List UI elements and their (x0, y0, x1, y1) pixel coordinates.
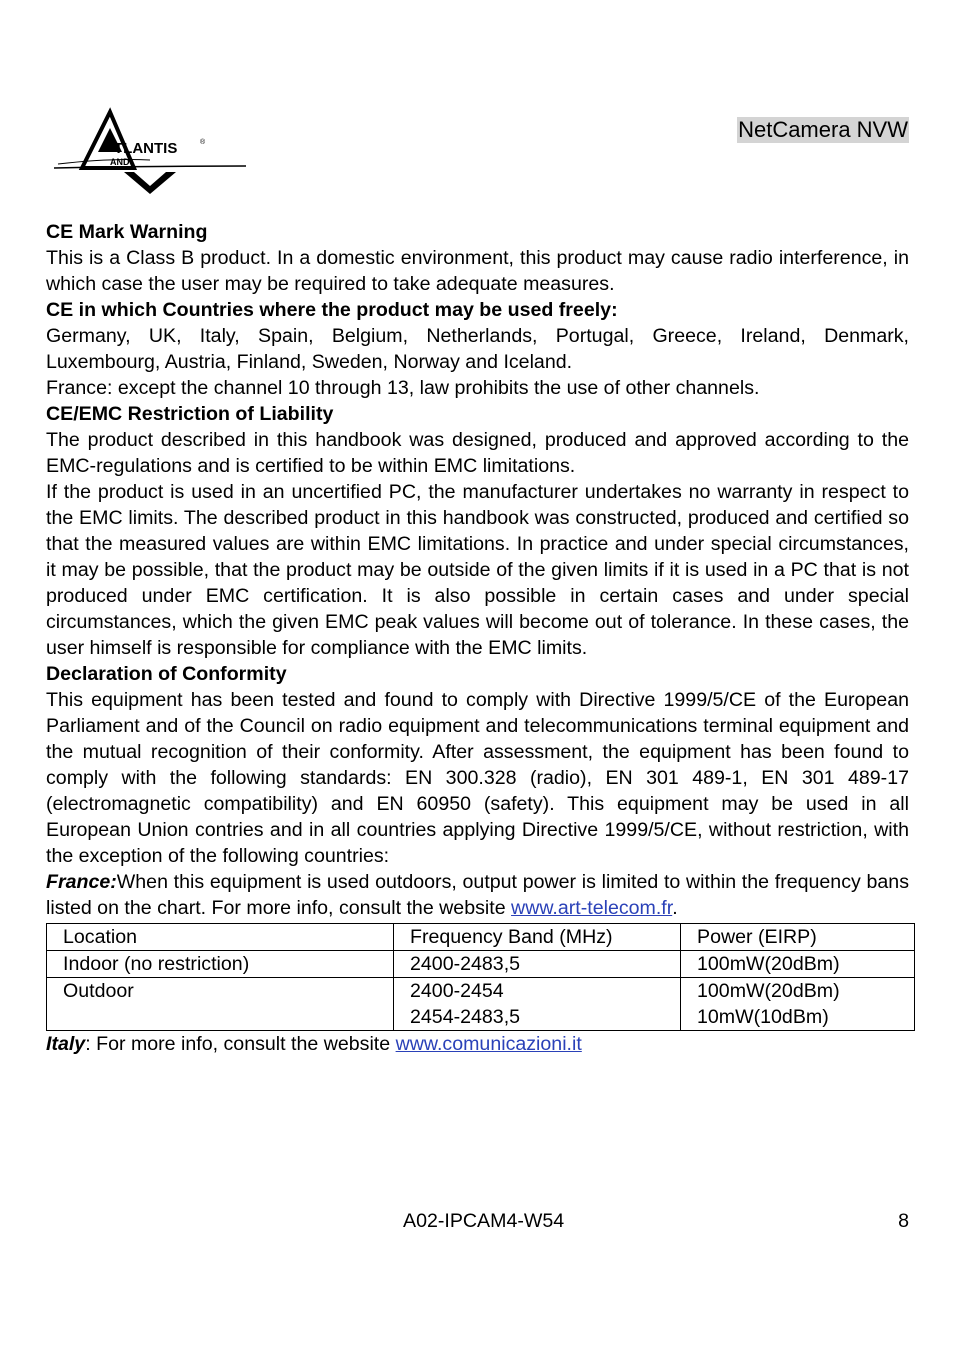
header-power: Power (EIRP) (681, 924, 915, 951)
italy-label: Italy (46, 1033, 86, 1055)
svg-text:TLANTIS: TLANTIS (114, 140, 178, 157)
france-tail: . (672, 897, 678, 919)
countries-text: Germany, UK, Italy, Spain, Belgium, Netherlands, Portugal, Greece, Ireland, Denmark, Luxembourg, Austria, Finland, Sweden, Norway and Iceland. (46, 325, 909, 373)
france-label: France: (46, 871, 117, 893)
footer-model: A02-IPCAM4-W54 (403, 1210, 565, 1232)
table-row (47, 951, 915, 978)
comunicazioni-link[interactable]: www.comunicazioni.it (395, 1033, 582, 1055)
document-body (46, 219, 909, 1057)
band-line: 2400-2483,5 (410, 953, 521, 975)
power-line: 100mW(20dBm) (697, 980, 840, 1002)
art-telecom-link[interactable]: www.art-telecom.fr (511, 897, 673, 919)
ce-mark-heading: CE Mark Warning (46, 221, 208, 243)
band-line: 2400-2454 (410, 980, 504, 1002)
svg-text:AND: AND (110, 157, 130, 167)
power-line: 10mW(10dBm) (697, 1006, 829, 1028)
emc-heading: CE/EMC Restriction of Liability (46, 403, 334, 425)
header-frequency: Frequency Band (MHz) (394, 924, 681, 951)
cell-power (681, 978, 915, 1031)
band-line: 2454-2483,5 (410, 1006, 521, 1028)
france-channel-note: France: except the channel 10 through 13, law prohibits the use of other channels. (46, 377, 760, 399)
table-header-row (47, 924, 915, 951)
cell-location: Outdoor (47, 978, 394, 1031)
cell-power (681, 951, 915, 978)
conformity-heading: Declaration of Conformity (46, 663, 287, 685)
page-number: 8 (898, 1210, 909, 1232)
power-line: 100mW(20dBm) (697, 953, 840, 975)
cell-band (394, 978, 681, 1031)
italy-text: : For more info, consult the website (85, 1033, 396, 1055)
france-paragraph (46, 869, 909, 921)
france-text: When this equipment is used outdoors, output power is limited to within the frequency bans listed on the chart. For more info, consult the website (46, 871, 909, 919)
table-row (47, 978, 915, 1031)
power-table (46, 923, 915, 1031)
cell-location: Indoor (no restriction) (47, 951, 394, 978)
atlantis-logo (50, 106, 250, 198)
countries-heading: CE in which Countries where the product may be used freely: (46, 299, 618, 321)
conformity-text: This equipment has been tested and found to comply with Directive 1999/5/CE of the European Parliament and of the Council on radio equipment and telecommunications terminal equipment and the mutual recognition of their conformity. After assessment, the equipment has been found to comply with the following standards: EN 300.328 (radio), EN 301 489-1, EN 301 489-17 (electromagnetic compatibility) and EN 60950 (safety). This equipment may be used in all European Union contries and in all countries applying Directive 1999/5/CE, without restriction, with the exception of the following countries: (46, 689, 909, 867)
emc-text-1: The product described in this handbook was designed, produced and approved according to the EMC-regulations and is certified to be within EMC limitations. (46, 429, 909, 477)
cell-band (394, 951, 681, 978)
ce-mark-text: This is a Class B product. In a domestic environment, this product may cause radio interference, in which case the user may be required to take adequate measures. (46, 247, 909, 295)
svg-text:®: ® (200, 139, 206, 146)
emc-text-2: If the product is used in an uncertified PC, the manufacturer undertakes no warranty in respect to the EMC limits. The described product in this handbook was constructed, produced and certified so that the measured values are within EMC limitations. In practice and under special circumstances, it may be possible, that the product may be outside of the given limits if it is used in a PC that is not produced under EMC certification. It is also possible in certain cases and under special circumstances, which the given EMC peak values will become out of tolerance. In these cases, the user himself is responsible for compliance with the EMC limits. (46, 481, 909, 659)
document-title: NetCamera NVW (738, 117, 908, 142)
header-location: Location (47, 924, 394, 951)
italy-paragraph (46, 1031, 909, 1057)
